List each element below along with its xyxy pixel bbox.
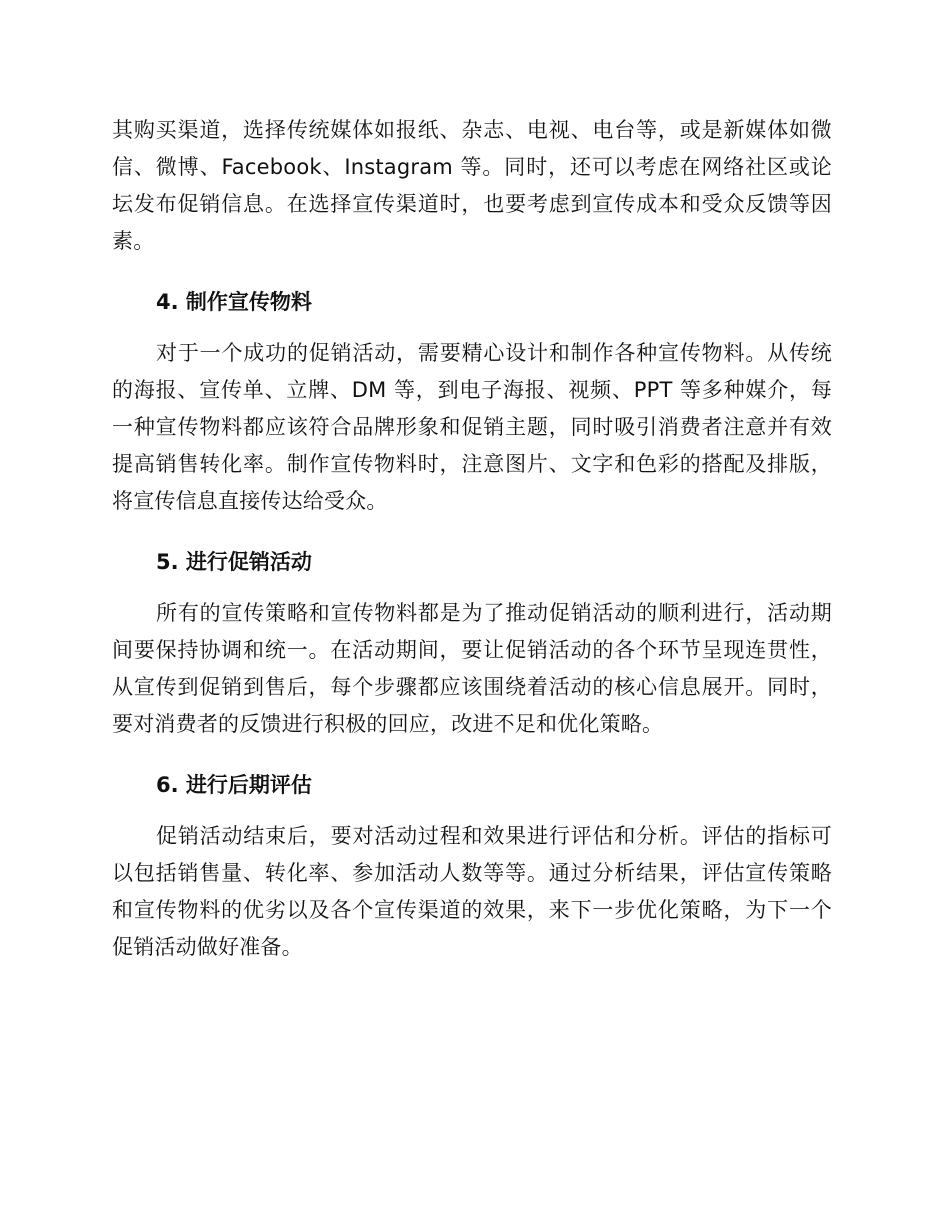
section-body-4: 对于一个成功的促销活动，需要精心设计和制作各种宣传物料。从传统的海报、宣传单、立牌、DM 等，到电子海报、视频、PPT 等多种媒介，每一种宣传物料都应该符合品牌形象和促销主题，同时吸引消费者注意并有效提高销售转化率。制作宣传物料时，注意图片、文字和色彩的搭配及排版，将宣传信息直接传达给受众。 xyxy=(112,341,832,513)
section-heading-6: 6. 进行后期评估 xyxy=(156,773,312,797)
section-body-6: 促销活动结束后，要对活动过程和效果进行评估和分析。评估的指标可以包括销售量、转化率、参加活动人数等等。通过分析结果，评估宣传策略和宣传物料的优劣以及各个宣传渠道的效果，来下一步优化策略，为下一个促销活动做好准备。 xyxy=(112,824,832,959)
section-body-5: 所有的宣传策略和宣传物料都是为了推动促销活动的顺利进行，活动期间要保持协调和统一。在活动期间，要让促销活动的各个环节呈现连贯性，从宣传到促销到售后，每个步骤都应该围绕着活动的核心信息展开。同时，要对消费者的反馈进行积极的回应，改进不足和优化策略。 xyxy=(112,601,832,736)
section-heading-5: 5. 进行促销活动 xyxy=(156,550,312,574)
section-heading-4: 4. 制作宣传物料 xyxy=(156,290,312,314)
intro-paragraph: 其购买渠道，选择传统媒体如报纸、杂志、电视、电台等，或是新媒体如微信、微博、Facebook、Instagram 等。同时，还可以考虑在网络社区或论坛发布促销信息。在选择宣传渠道时，也要考虑到宣传成本和受众反馈等因素。 xyxy=(112,118,832,253)
document-page xyxy=(112,112,832,966)
